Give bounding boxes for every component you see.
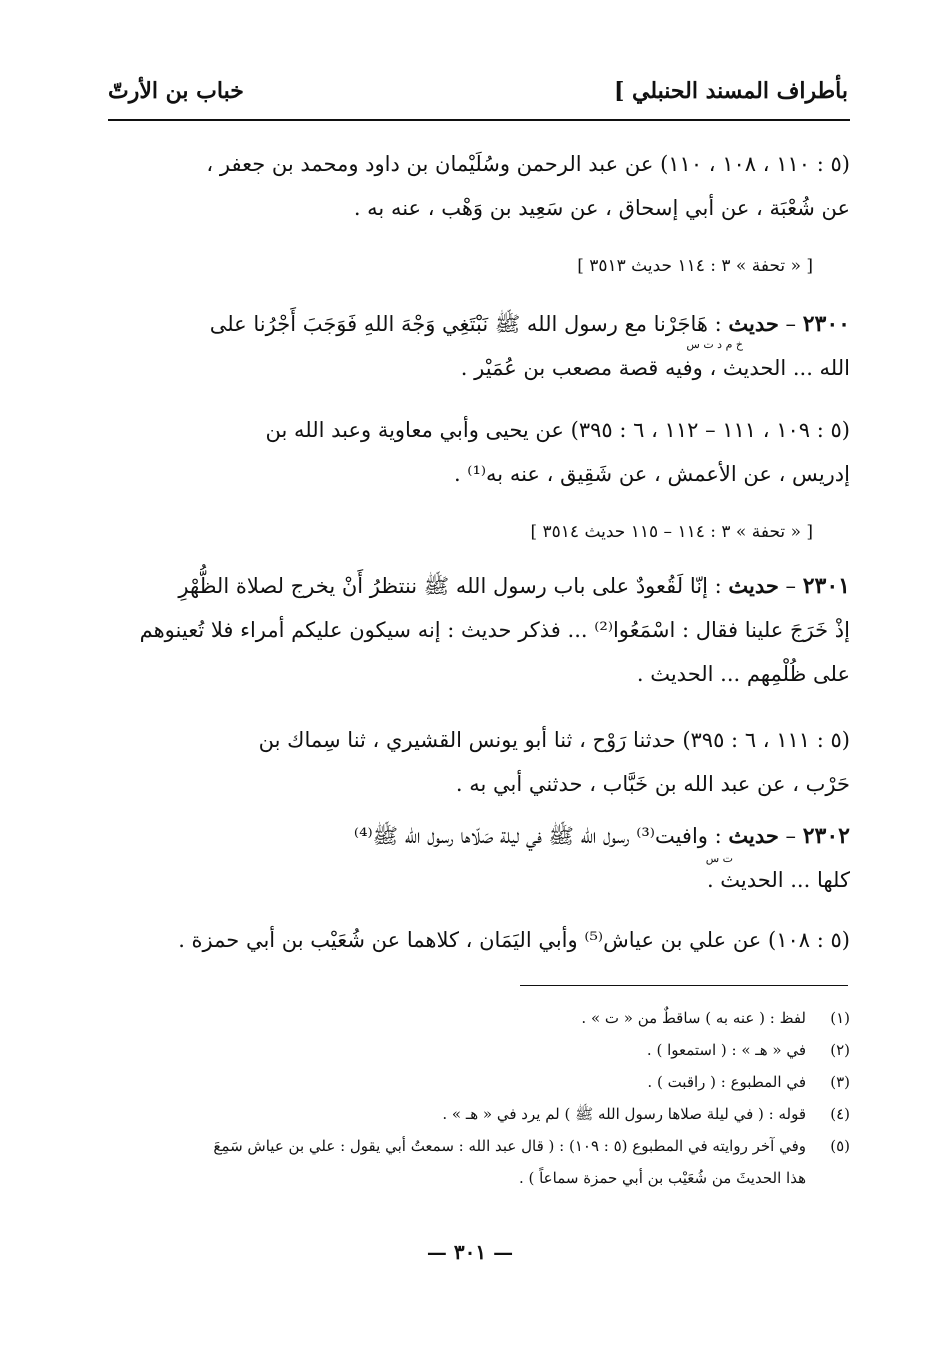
footnote-1 bbox=[108, 1002, 850, 1034]
header-rule bbox=[108, 119, 850, 121]
source-ref: (٥ : ١٠٨) bbox=[768, 928, 850, 952]
hadith-2302-line-2: كلها ... الحديث . bbox=[706, 868, 850, 892]
hadith-2301 bbox=[108, 564, 850, 696]
hadith-2301-line-3: على ظُلْمِهم ... الحديث . bbox=[636, 662, 850, 686]
source-block-3 bbox=[108, 718, 850, 806]
source-block-2-line-2: إدريس ، عن الأعمش ، عن شَقِيق ، عنه به⁽¹⁾ . bbox=[453, 462, 850, 486]
source-text: عن عبد الرحمن وسُلَيْمان بن داود ومحمد بن جعفر ، bbox=[206, 152, 654, 176]
source-block-2 bbox=[108, 408, 850, 496]
source-ref: (٥ : ١٠٩ ، ١١١ – ١١٢ ، ٦ : ٣٩٥) bbox=[570, 418, 850, 442]
source-block-2-line-1 bbox=[108, 408, 850, 452]
source-block-1-line-1 bbox=[108, 142, 850, 186]
footnote-number: (١) bbox=[830, 1009, 850, 1027]
source-ref: (٥ : ١١١ ، ٦ : ٣٩٥) bbox=[682, 728, 850, 752]
section-title: خباب بن الأرتّ bbox=[108, 78, 244, 104]
source-block-1-line-2: عن شُعْبَة ، عن أبي إسحاق ، عن سَعِيد بن وَهْب ، عنه به . bbox=[353, 196, 850, 220]
book-title: بأطراف المسند الحنبلي ] bbox=[613, 78, 848, 104]
source-text: عن علي بن عياش⁽⁵⁾ وأبي اليَمَان ، كلاهما عن شُعَيْب بن أبي حمزة . bbox=[178, 928, 762, 952]
hadith-label: حديث bbox=[728, 823, 779, 848]
source-block-1 bbox=[108, 142, 850, 230]
footnote-number: (٥) bbox=[830, 1137, 850, 1155]
hadith-label: حديث bbox=[728, 573, 779, 598]
hadith-2301-line-2: إذْ خَرَجَ علينا فقال : اسْمَعُوا⁽²⁾ ... فذكر حديث : إنه سيكون عليكم أمراء فلا تُعينوهم bbox=[139, 618, 850, 642]
footnote-text: لفظ : ( عنه به ) ساقطٌ من « ت » . bbox=[581, 1009, 806, 1027]
hadith-text: : إنّا لَقُعودٌ على باب رسول الله ﷺ ننتظرُ أَنْ يخرج لصلاة الظُّهْرِ bbox=[178, 574, 722, 598]
page-number: — ٣٠١ — bbox=[426, 1240, 514, 1264]
footnote-text: وفي آخر روايته في المطبوع (٥ : ١٠٩) : ( قال عبد الله : سمعتُ أبي يقول : علي بن عياش سَمِعَ bbox=[213, 1137, 806, 1155]
hadith-text: : وافيت⁽³⁾ رسول الله ﷺ في ليلة صَلّاها رسول الله ﷺ⁽⁴⁾ bbox=[353, 824, 722, 848]
hadith-number: ٢٣٠٠ bbox=[802, 311, 850, 337]
source-ref: (٥ : ١١٠ ، ١٠٨ ، ١١٠) bbox=[660, 152, 850, 176]
hadith-2301-line-1: ٢٣٠١ – حديث : إنّا لَقُعودٌ على باب رسول الله ﷺ ننتظرُ أَنْ يخرج لصلاة الظُّهْرِ bbox=[178, 573, 850, 599]
source-block-4 bbox=[108, 918, 850, 962]
hadith-label: حديث bbox=[728, 311, 779, 336]
footnotes bbox=[108, 1002, 850, 1194]
hadith-2302-line-1: ٢٣٠٢ – حديث : وافيت⁽³⁾ رسول الله ﷺ في ليلة صَلّاها رسول الله ﷺ⁽⁴⁾ bbox=[353, 823, 850, 849]
footnote-rule bbox=[520, 985, 848, 986]
running-header bbox=[108, 78, 848, 118]
source-block-3-line-1 bbox=[108, 718, 850, 762]
hadith-2302 bbox=[108, 814, 850, 902]
footnote-2 bbox=[108, 1034, 850, 1066]
hadith-2302-sigla: ت س bbox=[705, 852, 733, 865]
hadith-2300-line-2: الله ... الحديث ، وفيه قصة مصعب بن عُمَيْر . bbox=[460, 356, 850, 380]
footnote-3 bbox=[108, 1066, 850, 1098]
tuhfa-ref-1: [ « تحفة » ٣ : ١١٤ حديث ٣٥١٣ ] bbox=[577, 256, 813, 276]
footnote-text: في « هـ » : ( استمعوا ) . bbox=[646, 1041, 806, 1059]
footnote-text: في المطبوع : ( راقبت ) . bbox=[647, 1073, 806, 1091]
footnote-4 bbox=[108, 1098, 850, 1130]
source-text: حدثنا رَوْح ، ثنا أبو يونس القشيري ، ثنا سِماك بن bbox=[258, 728, 676, 752]
source-text: عن يحيى وأبي معاوية وعبد الله بن bbox=[265, 418, 564, 442]
footnote-5 bbox=[108, 1130, 850, 1162]
footnote-text: قوله : ( في ليلة صلاها رسول الله ﷺ ) لم يرد في « هـ » . bbox=[442, 1105, 806, 1123]
footnote-number: (٢) bbox=[830, 1041, 850, 1059]
footnote-number: (٤) bbox=[830, 1105, 850, 1123]
hadith-text: : هَاجَرْنا مع رسول الله ﷺ نَبْتَغِي وَجْهَ اللهِ فَوَجَبَ أَجْرُنا على bbox=[209, 312, 722, 336]
hadith-number: ٢٣٠٢ bbox=[802, 823, 850, 849]
hadith-2300-sigla: خ م د ت س bbox=[686, 338, 743, 351]
source-block-4-line-1 bbox=[108, 918, 850, 962]
tuhfa-ref-2: [ « تحفة » ٣ : ١١٤ – ١١٥ حديث ٣٥١٤ ] bbox=[530, 522, 813, 542]
hadith-number: ٢٣٠١ bbox=[802, 573, 850, 599]
footnote-number: (٣) bbox=[830, 1073, 850, 1091]
source-block-3-line-2: حَرْب ، عن عبد الله بن خَبَّاب ، حدثني أبي به . bbox=[455, 772, 850, 796]
footnote-5-continued: هذا الحديثَ من شُعَيْب بن أبي حمزة سماعاً ) . bbox=[518, 1169, 806, 1187]
hadith-2300-line-1: ٢٣٠٠ – حديث : هَاجَرْنا مع رسول الله ﷺ نَبْتَغِي وَجْهَ اللهِ فَوَجَبَ أَجْرُنا على bbox=[209, 311, 850, 337]
